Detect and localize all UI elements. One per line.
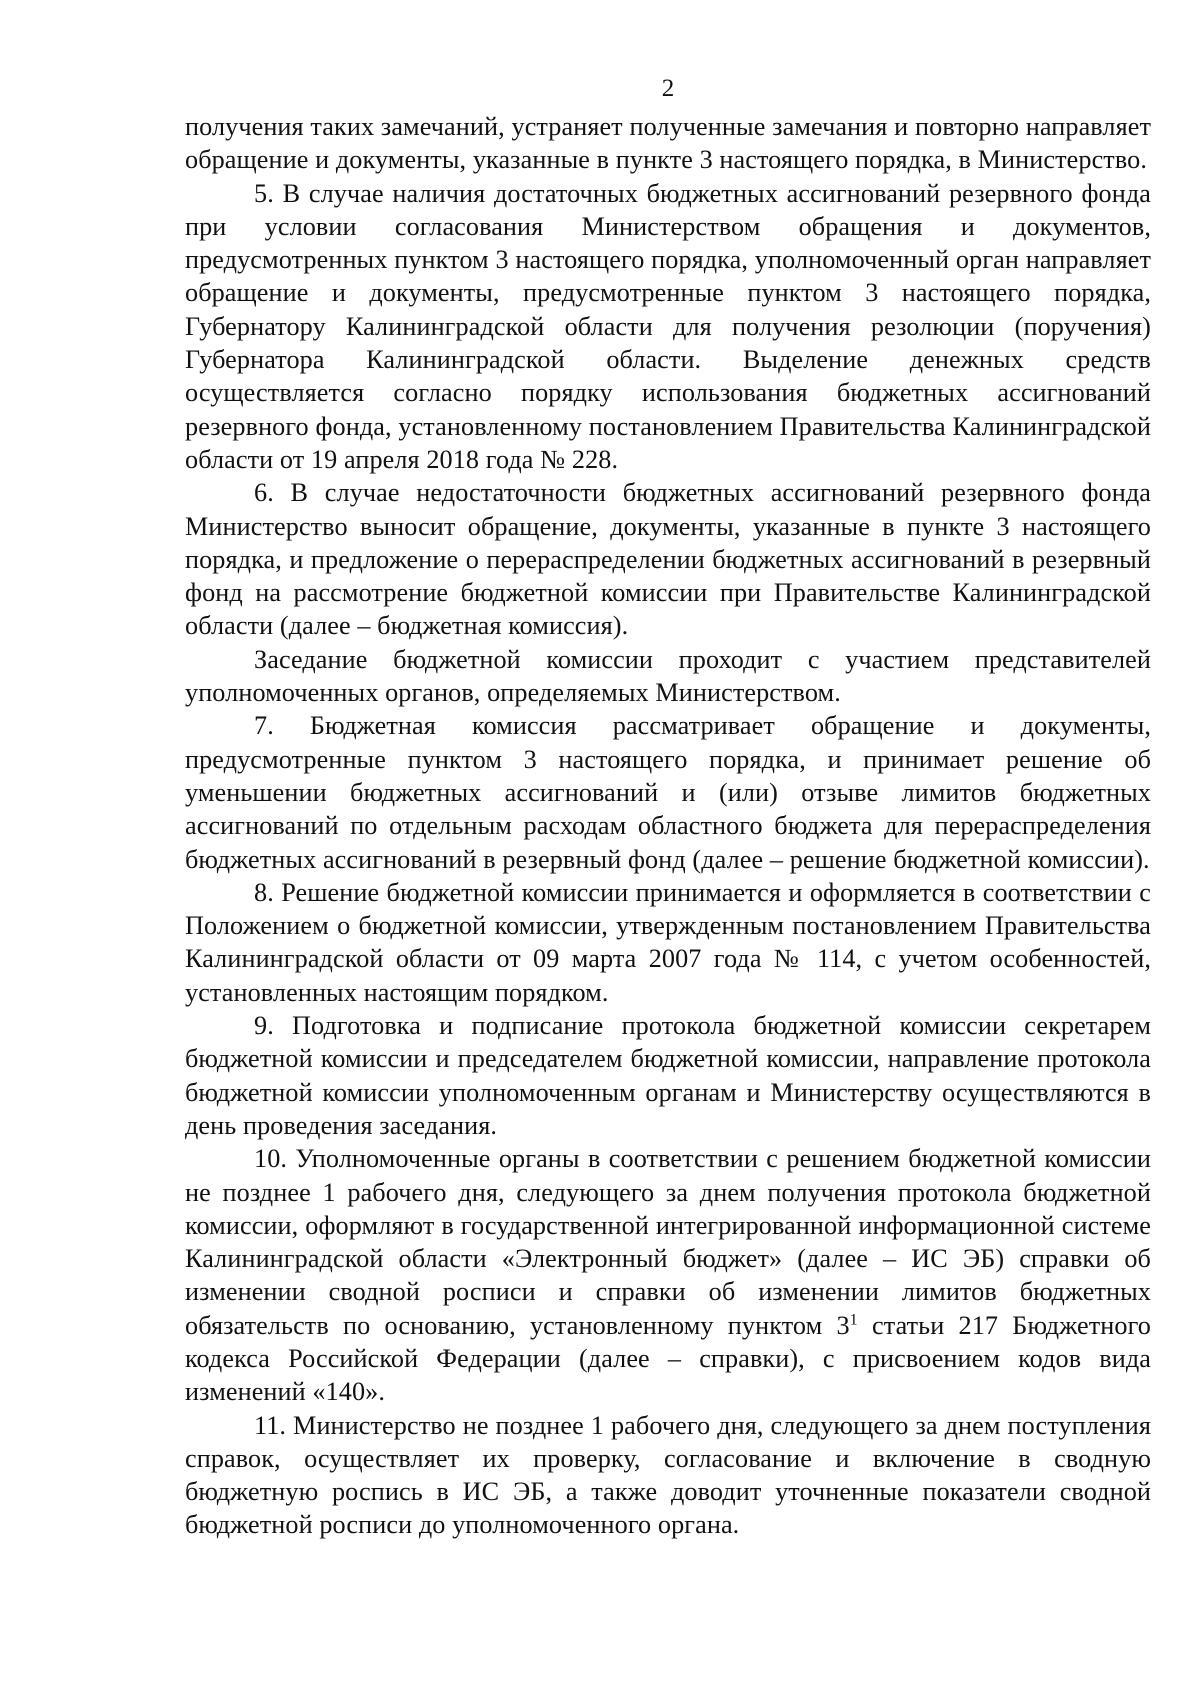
paragraph-item-11: 11. Министерство не позднее 1 рабочего дня, следующего за днем поступления справок, осуществляет их проверку, согласование и включение в сводную бюджетную роспись в ИС ЭБ, а также доводит уточненные показатели сводной бюджетной росписи до уполномоченного органа. [185, 1410, 1151, 1540]
superscript-one: 1 [849, 1310, 858, 1328]
paragraph-item-8: 8. Решение бюджетной комиссии принимается и оформляется в соответствии с Положением о бюджетной комиссии, утвержденным постановлением Правительства Калининградской области от 09 марта 2007 года № 114, с учетом особенностей, установленных настоящим порядком. [185, 877, 1151, 1007]
paragraph-item-5: 5. В случае наличия достаточных бюджетных ассигнований резервного фонда при условии согласования Министерством обращения и документов, предусмотренных пунктом 3 настоящего порядка, уполномоченный орган направляет обращение и документы, предусмотренные пунктом 3 настоящего порядка, Губернатору Калининградской области для получения резолюции (поручения) Губернатора Калининградской области. Выделение денежных средств осуществляется согласно порядку использования бюджетных ассигнований резервного фонда, установленному постановлением Правительства Калининградской области от 19 апреля 2018 года № 228. [185, 178, 1151, 474]
paragraph-continuation: получения таких замечаний, устраняет полученные замечания и повторно направляет обращение и документы, указанные в пункте 3 настоящего порядка, в Министерство. [185, 112, 1151, 175]
paragraph-item-10 [185, 1142, 1151, 1408]
paragraph-item-10-part-b: статьи 217 Бюджетного кодекса Российской Федерации (далее – справки), с присвоением кодов вида изменений «140». [185, 1310, 1152, 1407]
paragraph-item-6-meeting: Заседание бюджетной комиссии проходит с участием представителей уполномоченных органов, определяемых Министерством. [185, 644, 1151, 708]
document-body [185, 110, 1151, 1542]
page-number: 2 [661, 75, 675, 102]
paragraph-item-6: 6. В случае недостаточности бюджетных ассигнований резервного фонда Министерство выносит обращение, документы, указанные в пункте 3 настоящего порядка, и предложение о перераспределении бюджетных ассигнований в резервный фонд на рассмотрение бюджетной комиссии при Правительстве Калининградской области (далее – бюджетная комиссия). [185, 478, 1151, 641]
paragraph-item-10-part-a: 10. Уполномоченные органы в соответствии с решением бюджетной комиссии не позднее 1 рабочего дня, следующего за днем получения протокола бюджетной комиссии, оформляют в государственной интегрированной информационной системе Калининградской области «Электронный бюджет» (далее – ИС ЭБ) справки об изменении сводной росписи и справки об изменении лимитов бюджетных обязательств по основанию, установленному пунктом 3 [185, 1144, 1151, 1340]
paragraph-item-7: 7. Бюджетная комиссия рассматривает обращение и документы, предусмотренные пунктом 3 настоящего порядка, и принимает решение об уменьшении бюджетных ассигнований и (или) отзыве лимитов бюджетных ассигнований по отдельным расходам областного бюджета для перераспределения бюджетных ассигнований в резервный фонд (далее – решение бюджетной комиссии). [185, 711, 1151, 874]
paragraph-item-9: 9. Подготовка и подписание протокола бюджетной комиссии секретарем бюджетной комиссии и председателем бюджетной комиссии, направление протокола бюджетной комиссии уполномоченным органам и Министерству осуществляются в день проведения заседания. [185, 1011, 1151, 1140]
